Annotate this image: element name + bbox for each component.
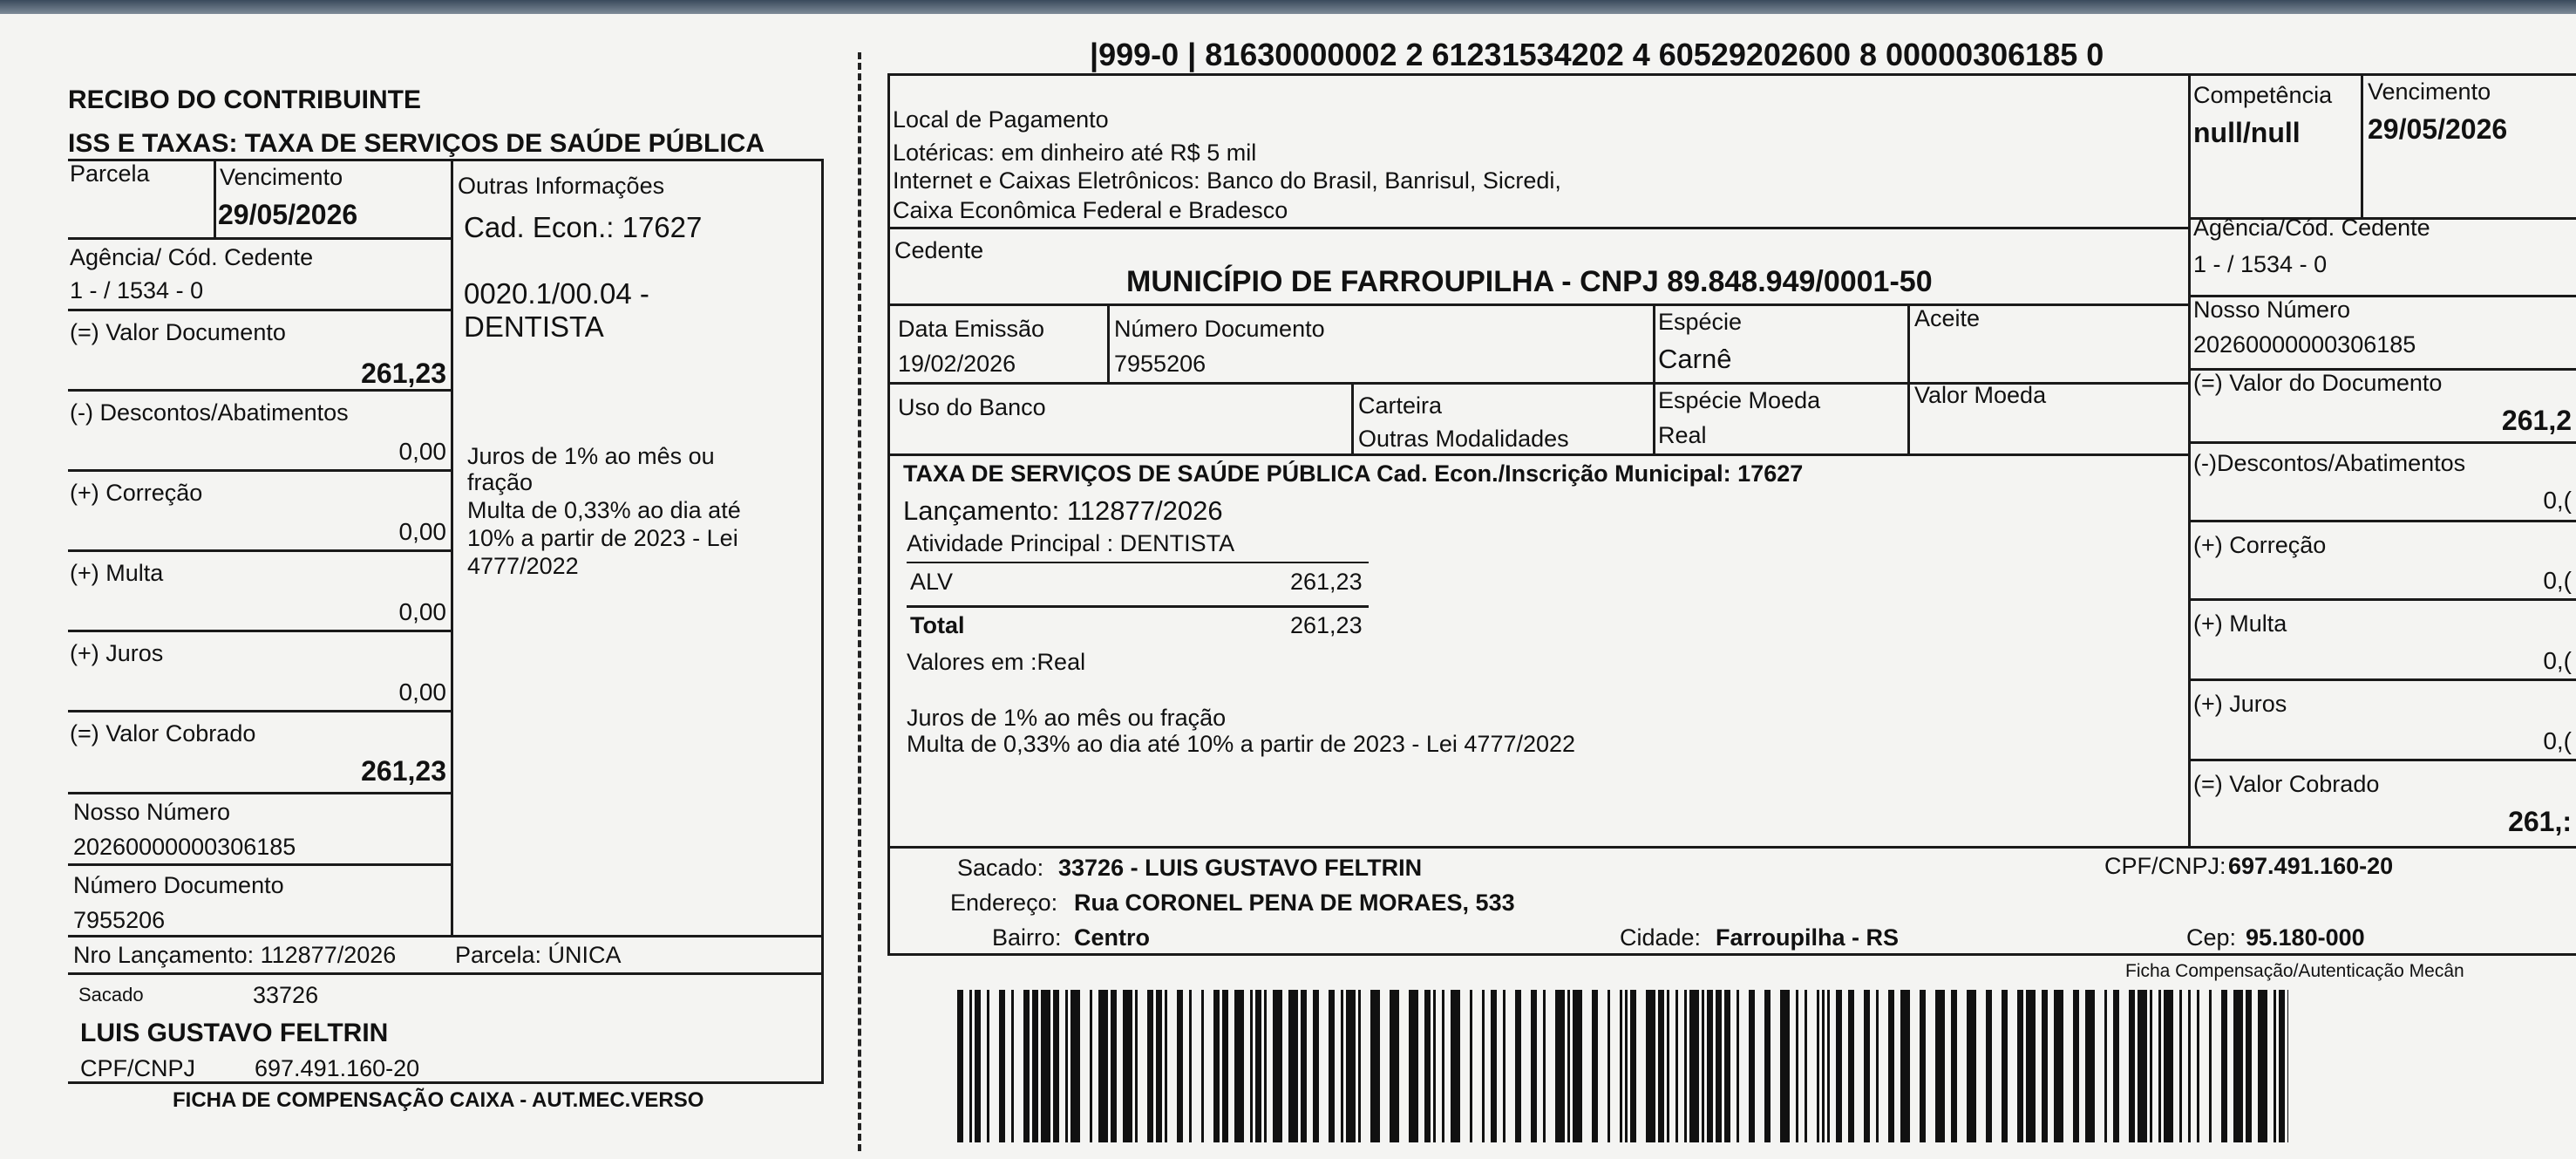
barcode-bar [1301, 990, 1307, 1142]
multa-info-line-1: Multa de 0,33% ao dia até [467, 497, 741, 523]
valor-cobrado-label: (=) Valor Cobrado [2193, 771, 2380, 797]
correcao-label: (+) Correção [70, 480, 203, 506]
especie-moeda-value: Real [1658, 422, 1707, 448]
parcela-label: Parcela [70, 160, 150, 187]
barcode-bar [1264, 990, 1267, 1142]
especie-moeda-label: Espécie Moeda [1658, 387, 1821, 413]
barcode-bar [957, 990, 963, 1142]
barcode-bar [1213, 990, 1220, 1142]
barcode-bar [1827, 990, 1830, 1142]
barcode-bar [1147, 990, 1153, 1142]
barcode-bar [2233, 990, 2243, 1142]
barcode-bar [1935, 990, 1945, 1142]
parcela-unica: Parcela: ÚNICA [455, 942, 622, 968]
barcode-bar [969, 990, 972, 1142]
barcode-bar [1491, 990, 1497, 1142]
vencimento-value: 29/05/2026 [2368, 113, 2508, 145]
barcode-bar [1555, 990, 1565, 1142]
barcode-bar [1135, 990, 1138, 1142]
cpf-label: CPF/CNPJ [80, 1055, 196, 1081]
uso-banco-label: Uso do Banco [898, 394, 1046, 420]
valores-em: Valores em :Real [907, 649, 1086, 675]
barcode-bar [1620, 990, 1622, 1142]
barcode-bar [1607, 990, 1610, 1142]
multa-label: (+) Multa [2193, 610, 2287, 637]
valor-cobrado-value: 261,23 [361, 755, 446, 787]
cad-econ: Cad. Econ.: 17627 [464, 211, 703, 243]
descontos-value: 0,00 [398, 438, 446, 465]
barcode-bar [1689, 990, 1699, 1142]
bairro-value: Centro [1074, 924, 1150, 951]
local-pagamento-label: Local de Pagamento [893, 106, 1109, 133]
barcode-bar [1573, 990, 1582, 1142]
barcode-bar [1234, 990, 1244, 1142]
valor-doc-value: 261,2 [2501, 405, 2572, 436]
competencia-value: null/null [2193, 117, 2301, 148]
sacado-label: Sacado [78, 984, 144, 1006]
top-band [0, 0, 2576, 14]
numero-doc-label: Número Documento [1114, 316, 1325, 342]
barcode-bar [1567, 990, 1570, 1142]
valor-doc-label: (=) Valor Documento [70, 319, 286, 345]
correcao-label: (+) Correção [2193, 532, 2327, 558]
barcode-bar [1876, 990, 1879, 1142]
barcode-bar [1177, 990, 1183, 1142]
correcao-value: 0,00 [398, 518, 446, 545]
nro-lancamento: Nro Lançamento: 112877/2026 [73, 942, 397, 968]
barcode-bar [1515, 990, 1521, 1142]
barcode-bar [2164, 990, 2173, 1142]
multa-value: 0,00 [398, 598, 446, 625]
local-pagamento-line-2: Internet e Caixas Eletrônicos: Banco do Brasil, Banrisul, Sicredi, [893, 167, 1561, 194]
barcode-bar [1503, 990, 1505, 1142]
barcode-bar [2129, 990, 2135, 1142]
valor-doc-label: (=) Valor do Documento [2193, 370, 2443, 396]
barcode-bar [1250, 990, 1253, 1142]
barcode-bar [1071, 990, 1080, 1142]
barcode-bar [1165, 990, 1167, 1142]
barcode-bar [2179, 990, 2182, 1142]
barcode-bar [1531, 990, 1537, 1142]
barcode-bar [1848, 990, 1854, 1142]
multa-info-line-3: 4777/2022 [467, 553, 579, 579]
barcode-bar [1156, 990, 1162, 1142]
barcode-bar [1716, 990, 1722, 1142]
barcode-bar [999, 990, 1005, 1142]
barcode-bar [1737, 990, 1739, 1142]
barcode-bar [1796, 990, 1798, 1142]
aceite-label: Aceite [1914, 305, 1981, 331]
barcode-bar [1273, 990, 1282, 1142]
barcode-bar [2188, 990, 2191, 1142]
cep-label: Cep: [2186, 924, 2237, 951]
barcode-bar [1451, 990, 1460, 1142]
barcode-bar [2017, 990, 2023, 1142]
barcode-bar [1433, 990, 1436, 1142]
juros-info: Juros de 1% ao mês ou fração [907, 705, 1227, 731]
barcode-bar [1951, 990, 1957, 1142]
barcode-bar [1646, 990, 1655, 1142]
cpf-value: 697.491.160-20 [255, 1055, 420, 1081]
barcode-bar [1724, 990, 1730, 1142]
barcode-bar [1424, 990, 1431, 1142]
agencia-label: Agência/Cód. Cedente [2193, 215, 2430, 241]
barcode-bar [1023, 990, 1030, 1142]
barcode-bar [1442, 990, 1444, 1142]
barcode-bar [2054, 990, 2063, 1142]
competencia-label: Competência [2193, 82, 2333, 108]
barcode-bar [2158, 990, 2161, 1142]
valor-doc-value: 261,23 [361, 358, 446, 389]
barcode-bar [1409, 990, 1418, 1142]
vencimento-label: Vencimento [220, 164, 343, 190]
barcode-bar [1630, 990, 1636, 1142]
bairro-label: Bairro: [992, 924, 1062, 951]
barcode-bar [1836, 990, 1842, 1142]
perforation-line [858, 52, 861, 1151]
valor-cobrado-value: 261,: [2508, 806, 2572, 837]
barcode-bar [2026, 990, 2036, 1142]
barcode-bar [1543, 990, 1546, 1142]
barcode-bar [1390, 990, 1399, 1142]
barcode-bar [1702, 990, 1704, 1142]
barcode-bar [2113, 990, 2119, 1142]
nosso-numero-value: 20260000000306185 [2193, 331, 2416, 358]
descontos-label: (-) Descontos/Abatimentos [70, 399, 349, 426]
cpf-value: 697.491.160-20 [2228, 853, 2394, 879]
barcode-bar [1346, 990, 1356, 1142]
barcode-bar [2221, 990, 2227, 1142]
nosso-numero-label: Nosso Número [2193, 297, 2351, 323]
juros-info-line-1: Juros de 1% ao mês ou [467, 443, 715, 469]
barcode-bar [1780, 990, 1790, 1142]
instr-title: TAXA DE SERVIÇOS DE SAÚDE PÚBLICA Cad. Econ./Inscrição Municipal: 17627 [903, 460, 1804, 487]
barcode-bar [2085, 990, 2095, 1142]
sacado-name: LUIS GUSTAVO FELTRIN [80, 1019, 389, 1047]
juros-value: 0,00 [398, 678, 446, 706]
barcode-bar [1065, 990, 1068, 1142]
numero-doc-label: Número Documento [73, 872, 284, 898]
alv-value: 261,23 [1290, 569, 1363, 595]
carteira-value: Outras Modalidades [1358, 426, 1569, 452]
barcode-bar [1370, 990, 1380, 1142]
barcode-bar [1764, 990, 1771, 1142]
multa-value: 0,( [2543, 647, 2572, 674]
barcode-bar [2246, 990, 2252, 1142]
barcode-bar [1011, 990, 1014, 1142]
agencia-label: Agência/ Cód. Cedente [70, 244, 314, 270]
barcode-bar [1123, 990, 1132, 1142]
alv-label: ALV [910, 569, 954, 595]
endereco-label: Endereço: [950, 890, 1058, 916]
barcode-bar [1032, 990, 1038, 1142]
barcode-bar [1822, 990, 1825, 1142]
barcode-bar [2104, 990, 2107, 1142]
barcode-bar [1920, 990, 1926, 1142]
agencia-value: 1 - / 1534 - 0 [70, 277, 204, 303]
barcode-bar [1592, 990, 1598, 1142]
barcode-bar [1986, 990, 1992, 1142]
ficha-compensacao: Ficha Compensação/Autenticação Mecân [2125, 961, 2464, 981]
vencimento-label: Vencimento [2368, 78, 2491, 105]
barcode-bar [2279, 990, 2285, 1142]
cedente-label: Cedente [894, 237, 984, 263]
linha-digitavel: |999-0 | 81630000002 2 61231534202 4 60529202600 8 00000306185 0 [1090, 37, 2104, 72]
barcode-bar [2287, 990, 2288, 1142]
sacado-value: 33726 - LUIS GUSTAVO FELTRIN [1058, 855, 1423, 881]
multa-info-line-2: 10% a partir de 2023 - Lei [467, 525, 738, 551]
outras-info-label: Outras Informações [458, 173, 665, 199]
barcode-bar [1090, 990, 1092, 1142]
barcode-bar [2197, 990, 2199, 1142]
endereco-value: Rua CORONEL PENA DE MORAES, 533 [1074, 890, 1515, 916]
numero-doc-value: 7955206 [1114, 351, 1206, 377]
total-label: Total [910, 612, 965, 638]
barcode-bar [1684, 990, 1687, 1142]
lancamento: Lançamento: 112877/2026 [903, 495, 1223, 526]
barcode-bar [1470, 990, 1472, 1142]
numero-doc-value: 7955206 [73, 907, 166, 933]
barcode-bar [2138, 990, 2147, 1142]
nosso-numero-value: 20260000000306185 [73, 834, 296, 860]
valor-cobrado-label: (=) Valor Cobrado [70, 720, 256, 747]
barcode-bar [1201, 990, 1204, 1142]
barcode-bar [1098, 990, 1108, 1142]
barcode-bar [1658, 990, 1664, 1142]
multa-info: Multa de 0,33% ao dia até 10% a partir de 2023 - Lei 4777/2022 [907, 731, 1576, 757]
barcode-bar [1900, 990, 1910, 1142]
barcode-bar [1313, 990, 1319, 1142]
barcode-bar [1888, 990, 1894, 1142]
local-pagamento-line-3: Caixa Econômica Federal e Bradesco [893, 197, 1288, 223]
nosso-numero-label: Nosso Número [73, 799, 231, 825]
cidade-value: Farroupilha - RS [1716, 924, 1900, 951]
especie-label: Espécie [1658, 309, 1743, 335]
barcode-bar [2042, 990, 2048, 1142]
multa-label: (+) Multa [70, 560, 164, 586]
barcode-bar [1707, 990, 1713, 1142]
juros-info-line-2: fração [467, 469, 534, 495]
local-pagamento-line-1: Lotéricas: em dinheiro até R$ 5 mil [893, 140, 1257, 166]
cidade-label: Cidade: [1620, 924, 1702, 951]
descontos-label: (-)Descontos/Abatimentos [2193, 450, 2466, 476]
barcode-bar [987, 990, 989, 1142]
sacado-label: Sacado: [957, 855, 1044, 881]
agencia-value: 1 - / 1534 - 0 [2193, 251, 2328, 277]
barcode-bar [975, 990, 981, 1142]
barcode-bar [1341, 990, 1343, 1142]
barcode-bar [2274, 990, 2276, 1142]
barcode-bar [1189, 990, 1192, 1142]
barcode-bar [1222, 990, 1228, 1142]
barcode-bar [1482, 990, 1485, 1142]
valor-moeda-label: Valor Moeda [1914, 382, 2047, 408]
barcode-bar [1255, 990, 1261, 1142]
barcode-bar [1041, 990, 1050, 1142]
barcode-bar [1967, 990, 1976, 1142]
receipt-subtitle: ISS E TAXAS: TAXA DE SERVIÇOS DE SAÚDE PÚBLICA [68, 129, 765, 158]
juros-label: (+) Juros [2193, 691, 2287, 717]
barcode-bar [1667, 990, 1669, 1142]
barcode-bar [1749, 990, 1755, 1142]
data-emissao-label: Data Emissão [898, 316, 1045, 342]
juros-label: (+) Juros [70, 640, 164, 666]
barcode-bar [2258, 990, 2267, 1142]
barcode-bar [1053, 990, 1059, 1142]
sacado-code: 33726 [253, 982, 319, 1008]
barcode-bar [1817, 990, 1819, 1142]
barcode-bar [1288, 990, 1298, 1142]
barcode-bar [2209, 990, 2212, 1142]
barcode-bar [2073, 990, 2079, 1142]
barcode-bar [1111, 990, 1117, 1142]
barcode-bar [1329, 990, 1335, 1142]
carteira-label: Carteira [1358, 392, 1443, 419]
receipt-title: RECIBO DO CONTRIBUINTE [68, 85, 421, 114]
cep-value: 95.180-000 [2246, 924, 2365, 951]
barcode-bar [1805, 990, 1807, 1142]
barcode-bar [2002, 990, 2008, 1142]
data-emissao-value: 19/02/2026 [898, 351, 1016, 377]
cpf-label: CPF/CNPJ: [2104, 853, 2226, 879]
vencimento-value: 29/05/2026 [218, 199, 358, 230]
total-value: 261,23 [1290, 612, 1363, 638]
atividade-principal: Atividade Principal : DENTISTA [907, 530, 1235, 556]
atividade-name: DENTISTA [464, 310, 604, 343]
juros-value: 0,( [2543, 727, 2572, 754]
barcode-bar [1625, 990, 1628, 1142]
correcao-value: 0,( [2543, 567, 2572, 594]
barcode-bar [1358, 990, 1361, 1142]
descontos-value: 0,( [2543, 487, 2572, 514]
receipt-footer: FICHA DE COMPENSAÇÃO CAIXA - AUT.MEC.VERSO [173, 1088, 704, 1112]
especie-value: Carnê [1658, 344, 1732, 374]
cedente-value: MUNICÍPIO DE FARROUPILHA - CNPJ 89.848.949/0001-50 [1126, 265, 1933, 298]
barcode-bar [2150, 990, 2152, 1142]
atividade-code: 0020.1/00.04 - [464, 277, 649, 310]
barcode-bar [1864, 990, 1870, 1142]
barcode [957, 990, 2288, 1142]
barcode-bar [1675, 990, 1678, 1142]
